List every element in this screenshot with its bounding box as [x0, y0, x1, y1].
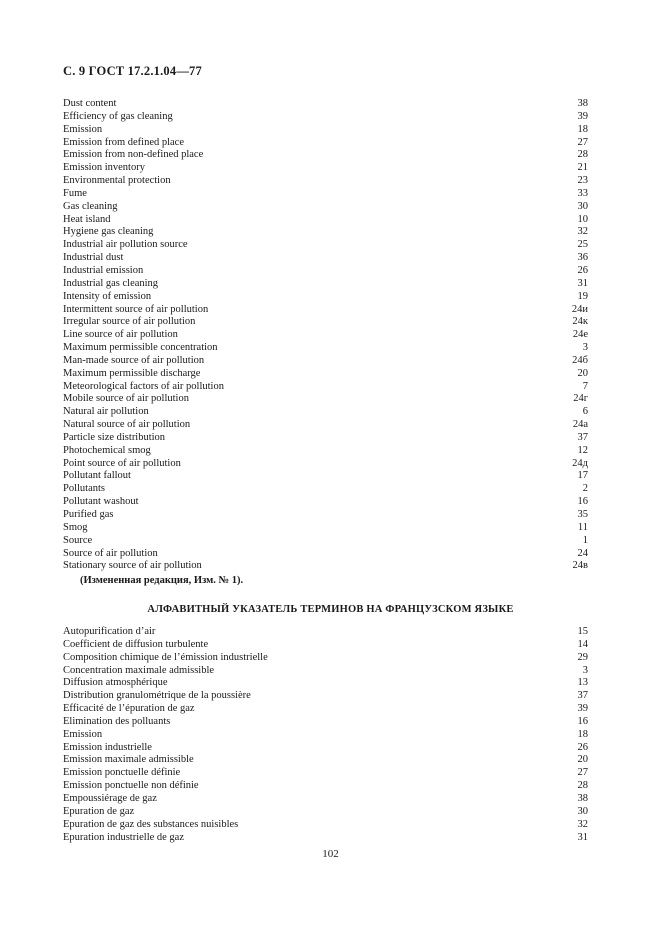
index-number: 6 [582, 406, 588, 418]
index-entry [63, 124, 588, 137]
index-term: Diffusion atmosphérique [63, 677, 168, 689]
index-entry [63, 535, 588, 548]
index-entry [63, 754, 588, 767]
index-entry [63, 432, 588, 445]
page-header: С. 9 ГОСТ 17.2.1.04—77 [63, 64, 202, 78]
index-term: Purified gas [63, 509, 114, 520]
index-number: 13 [577, 677, 588, 689]
index-entry [63, 329, 588, 342]
index-term: Photochemical smog [63, 444, 151, 456]
index-number: 33 [577, 187, 588, 199]
index-term: Emission from defined place [63, 136, 185, 148]
index-number: 18 [577, 123, 588, 135]
index-number: 24и [571, 303, 588, 315]
index-entry [63, 226, 588, 239]
index-number: 36 [577, 252, 588, 264]
index-number: 18 [577, 728, 588, 740]
index-number: 39 [577, 110, 588, 122]
index-term: Industrial air pollution source [63, 239, 188, 251]
index-entry [63, 509, 588, 522]
index-entry [63, 626, 588, 639]
index-entry [63, 278, 588, 291]
index-entry [63, 98, 588, 111]
index-number: 30 [577, 200, 588, 212]
index-term: Source [63, 534, 93, 546]
index-number: 35 [577, 509, 588, 520]
index-entry [63, 393, 588, 406]
index-number: 38 [577, 98, 588, 109]
index-term: Intensity of emission [63, 290, 152, 302]
index-term: Emission maximale admissible [63, 754, 194, 766]
index-entry [63, 111, 588, 124]
index-number: 26 [577, 264, 588, 276]
index-term: Epuration industrielle de gaz [63, 831, 185, 843]
amendment-note: (Измененная редакция, Изм. № 1). [80, 575, 244, 586]
index-term: Line source of air pollution [63, 329, 178, 341]
index-term: Industrial emission [63, 264, 144, 276]
index-term: Fume [63, 187, 87, 199]
index-entry [63, 742, 588, 755]
index-term: Emission [63, 123, 103, 135]
index-number: 24 [577, 547, 588, 559]
index-term: Maximum permissible concentration [63, 342, 218, 354]
index-term: Emission ponctuelle non définie [63, 780, 199, 792]
index-term: Autopurification d’air [63, 626, 156, 637]
index-entry [63, 252, 588, 265]
index-entry [63, 665, 588, 678]
index-term: Source of air pollution [63, 547, 158, 559]
index-term: Stationary source of air pollution [63, 560, 202, 572]
index-term: Elimination des polluants [63, 715, 171, 727]
index-term: Industrial gas cleaning [63, 277, 159, 289]
index-term: Dust content [63, 98, 117, 109]
index-entry [63, 316, 588, 329]
index-term: Pollutant washout [63, 496, 139, 508]
index-entry [63, 201, 588, 214]
index-number: 11 [577, 521, 588, 533]
index-term: Epuration de gaz des substances nuisibles [63, 818, 239, 830]
index-entry [63, 522, 588, 535]
page-number: 102 [322, 848, 339, 860]
index-number: 27 [577, 136, 588, 148]
index-term: Heat island [63, 213, 111, 225]
index-number: 24е [572, 329, 588, 341]
index-term: Efficiency of gas cleaning [63, 110, 173, 122]
index-number: 24д [572, 457, 588, 469]
index-entry [63, 137, 588, 150]
index-term: Natural air pollution [63, 406, 149, 418]
index-number: 20 [577, 367, 588, 379]
index-entry [63, 458, 588, 471]
index-entry [63, 291, 588, 304]
french-term-index [63, 626, 588, 844]
index-number: 25 [577, 239, 588, 251]
index-entry [63, 175, 588, 188]
index-number: 26 [577, 741, 588, 753]
index-entry [63, 162, 588, 175]
index-number: 23 [577, 175, 588, 187]
index-entry [63, 806, 588, 819]
index-number: 17 [577, 470, 588, 482]
index-entry [63, 729, 588, 742]
index-number: 15 [577, 626, 588, 637]
index-entry [63, 793, 588, 806]
index-entry [63, 639, 588, 652]
index-term: Emission industrielle [63, 741, 152, 753]
index-entry [63, 832, 588, 845]
index-term: Empoussiérage de gaz [63, 792, 157, 804]
index-number: 21 [577, 162, 588, 174]
index-number: 24г [573, 393, 588, 405]
index-entry [63, 483, 588, 496]
index-number: 27 [577, 767, 588, 779]
index-entry [63, 470, 588, 483]
index-term: Particle size distribution [63, 431, 166, 443]
index-entry [63, 419, 588, 432]
index-term: Emission inventory [63, 162, 145, 174]
index-number: 12 [577, 444, 588, 456]
index-entry [63, 780, 588, 793]
index-term: Irregular source of air pollution [63, 316, 196, 328]
index-entry [63, 239, 588, 252]
index-entry [63, 690, 588, 703]
index-term: Intermittent source of air pollution [63, 303, 209, 315]
index-number: 24б [572, 354, 588, 366]
index-number: 24в [572, 560, 588, 572]
french-index-title: АЛФАВИТНЫЙ УКАЗАТЕЛЬ ТЕРМИНОВ НА ФРАНЦУЗСКОМ ЯЗЫКЕ [147, 604, 514, 615]
index-number: 16 [577, 715, 588, 727]
index-term: Coefficient de diffusion turbulente [63, 638, 209, 650]
index-term: Smog [63, 521, 88, 533]
index-entry [63, 265, 588, 278]
index-number: 31 [577, 831, 588, 843]
index-entry [63, 445, 588, 458]
index-number: 30 [577, 805, 588, 817]
index-term: Concentration maximale admissible [63, 664, 215, 676]
index-number: 32 [577, 818, 588, 830]
index-term: Epuration de gaz [63, 805, 135, 817]
index-number: 39 [577, 703, 588, 715]
index-entry [63, 368, 588, 381]
index-number: 28 [577, 149, 588, 161]
index-term: Meteorological factors of air pollution [63, 380, 224, 392]
index-number: 38 [577, 792, 588, 804]
english-term-index [63, 98, 588, 573]
index-number: 3 [582, 664, 588, 676]
index-entry [63, 767, 588, 780]
index-number: 32 [577, 226, 588, 238]
index-term: Emission ponctuelle définie [63, 767, 181, 779]
index-entry [63, 214, 588, 227]
index-term: Natural source of air pollution [63, 419, 191, 431]
index-entry [63, 496, 588, 509]
index-entry [63, 355, 588, 368]
index-entry [63, 652, 588, 665]
index-entry [63, 819, 588, 832]
index-entry [63, 304, 588, 317]
index-term: Efficacité de l’épuration de gaz [63, 703, 195, 715]
index-entry [63, 188, 588, 201]
index-number: 1 [582, 534, 588, 546]
index-number: 2 [582, 483, 588, 495]
index-term: Man-made source of air pollution [63, 354, 205, 366]
index-entry [63, 560, 588, 573]
index-number: 16 [577, 496, 588, 508]
index-entry [63, 381, 588, 394]
index-entry [63, 342, 588, 355]
index-number: 19 [577, 290, 588, 302]
index-term: Composition chimique de l’émission industrielle [63, 651, 268, 663]
index-number: 24к [572, 316, 588, 328]
index-term: Mobile source of air pollution [63, 393, 189, 405]
index-number: 24а [572, 419, 588, 431]
index-number: 37 [577, 690, 588, 702]
index-number: 29 [577, 651, 588, 663]
index-number: 28 [577, 780, 588, 792]
index-entry [63, 703, 588, 716]
index-term: Industrial dust [63, 252, 124, 264]
index-number: 37 [577, 431, 588, 443]
index-term: Point source of air pollution [63, 457, 181, 469]
index-term: Gas cleaning [63, 200, 118, 212]
index-term: Maximum permissible discharge [63, 367, 201, 379]
index-entry [63, 406, 588, 419]
index-number: 10 [577, 213, 588, 225]
index-term: Distribution granulométrique de la poussière [63, 690, 251, 702]
index-term: Hygiene gas cleaning [63, 226, 154, 238]
index-term: Emission [63, 728, 103, 740]
index-entry [63, 677, 588, 690]
index-term: Pollutants [63, 483, 106, 495]
index-entry [63, 716, 588, 729]
index-entry [63, 149, 588, 162]
index-term: Pollutant fallout [63, 470, 131, 482]
index-entry [63, 548, 588, 561]
index-number: 7 [582, 380, 588, 392]
index-term: Environmental protection [63, 175, 171, 187]
index-number: 31 [577, 277, 588, 289]
index-term: Emission from non-defined place [63, 149, 204, 161]
index-number: 20 [577, 754, 588, 766]
index-number: 3 [582, 342, 588, 354]
index-number: 14 [577, 638, 588, 650]
